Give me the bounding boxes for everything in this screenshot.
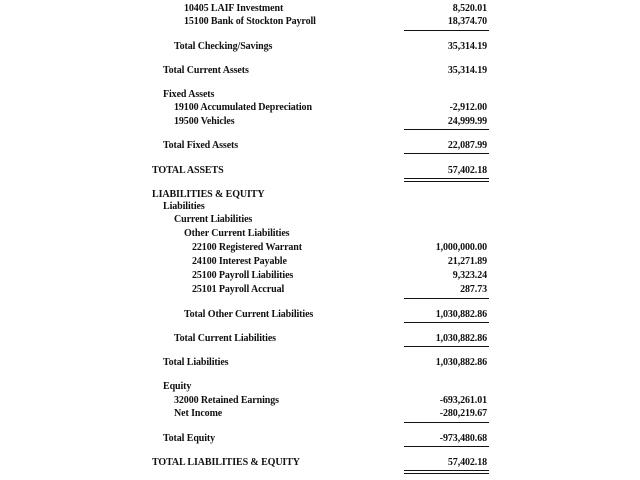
- row-total-current-liabilities: [0, 333, 640, 345]
- row-bank-of-stockton-payroll: [0, 16, 640, 28]
- subtotal-rule: [404, 422, 489, 423]
- row-liabilities-equity-heading: [0, 189, 640, 201]
- subtotal-amount: 1,030,882.86: [435, 333, 487, 344]
- subtotal-amount: 1,030,882.86: [435, 309, 487, 320]
- subtotal-rule: [404, 30, 489, 31]
- row-total-assets: [0, 165, 640, 177]
- row-registered-warrant: [0, 242, 640, 254]
- row-liabilities-heading: [0, 201, 640, 213]
- row-payroll-liabilities: [0, 270, 640, 282]
- account-label: 19500 Vehicles: [174, 116, 235, 127]
- row-vehicles: [0, 116, 640, 128]
- row-equity-heading: [0, 381, 640, 393]
- account-amount: 287.73: [460, 284, 487, 295]
- account-label: Net Income: [174, 408, 223, 419]
- section-heading: Fixed Assets: [163, 89, 215, 100]
- grand-total-double-rule: [404, 470, 489, 474]
- section-heading: Equity: [163, 381, 192, 392]
- grand-total-label: TOTAL LIABILITIES & EQUITY: [152, 457, 300, 468]
- row-total-equity: [0, 433, 640, 445]
- account-label: 10405 LAIF Investment: [184, 3, 284, 14]
- row-total-fixed-assets: [0, 140, 640, 152]
- row-laif-investment: [0, 3, 640, 15]
- grand-total-amount: 57,402.18: [447, 165, 487, 176]
- account-amount: 24,999.99: [447, 116, 487, 127]
- section-heading: Other Current Liabilities: [184, 228, 290, 239]
- subtotal-amount: 1,030,882.86: [435, 357, 487, 368]
- row-other-current-liabilities-heading: [0, 228, 640, 240]
- row-total-checking-savings: [0, 41, 640, 53]
- account-label: 24100 Interest Payable: [192, 256, 287, 267]
- account-label: 15100 Bank of Stockton Payroll: [184, 16, 316, 27]
- account-amount: -693,261.01: [439, 395, 487, 406]
- grand-total-amount: 57,402.18: [447, 457, 487, 468]
- subtotal-rule: [404, 322, 489, 323]
- account-label: 22100 Registered Warrant: [192, 242, 302, 253]
- row-interest-payable: [0, 256, 640, 268]
- subtotal-amount: -973,480.68: [439, 433, 487, 444]
- subtotal-rule: [404, 153, 489, 154]
- subtotal-label: Total Current Liabilities: [174, 333, 276, 344]
- account-amount: -2,912.00: [449, 102, 487, 113]
- grand-total-label: TOTAL ASSETS: [152, 165, 224, 176]
- row-accumulated-depreciation: [0, 102, 640, 114]
- subtotal-label: Total Equity: [163, 433, 216, 444]
- account-amount: -280,219.67: [439, 408, 487, 419]
- account-label: 25101 Payroll Accrual: [192, 284, 285, 295]
- account-label: 19100 Accumulated Depreciation: [174, 102, 312, 113]
- subtotal-label: Total Current Assets: [163, 65, 249, 76]
- subtotal-rule: [404, 298, 489, 299]
- row-net-income: [0, 408, 640, 420]
- row-current-liabilities-heading: [0, 214, 640, 226]
- account-amount: 18,374.70: [447, 16, 487, 27]
- section-heading: Current Liabilities: [174, 214, 253, 225]
- row-total-other-current-liabilities: [0, 309, 640, 321]
- account-amount: 1,000,000.00: [435, 242, 487, 253]
- account-label: 32000 Retained Earnings: [174, 395, 279, 406]
- subtotal-rule: [404, 446, 489, 447]
- row-retained-earnings: [0, 395, 640, 407]
- row-fixed-assets-heading: [0, 89, 640, 101]
- account-amount: 21,271.89: [447, 256, 487, 267]
- subtotal-rule: [404, 346, 489, 347]
- subtotal-rule: [404, 129, 489, 130]
- subtotal-label: Total Other Current Liabilities: [184, 309, 314, 320]
- section-heading: Liabilities: [163, 201, 205, 212]
- grand-total-double-rule: [404, 178, 489, 182]
- section-heading: LIABILITIES & EQUITY: [152, 189, 265, 200]
- account-amount: 8,520.01: [452, 3, 487, 14]
- account-label: 25100 Payroll Liabilities: [192, 270, 294, 281]
- row-total-current-assets: [0, 65, 640, 77]
- row-total-liabilities: [0, 357, 640, 369]
- subtotal-label: Total Fixed Assets: [163, 140, 239, 151]
- subtotal-amount: 35,314.19: [447, 65, 487, 76]
- account-amount: 9,323.24: [452, 270, 487, 281]
- subtotal-label: Total Liabilities: [163, 357, 229, 368]
- row-payroll-accrual: [0, 284, 640, 296]
- subtotal-amount: 35,314.19: [447, 41, 487, 52]
- subtotal-label: Total Checking/Savings: [174, 41, 273, 52]
- subtotal-amount: 22,087.99: [447, 140, 487, 151]
- row-total-liabilities-equity: [0, 457, 640, 469]
